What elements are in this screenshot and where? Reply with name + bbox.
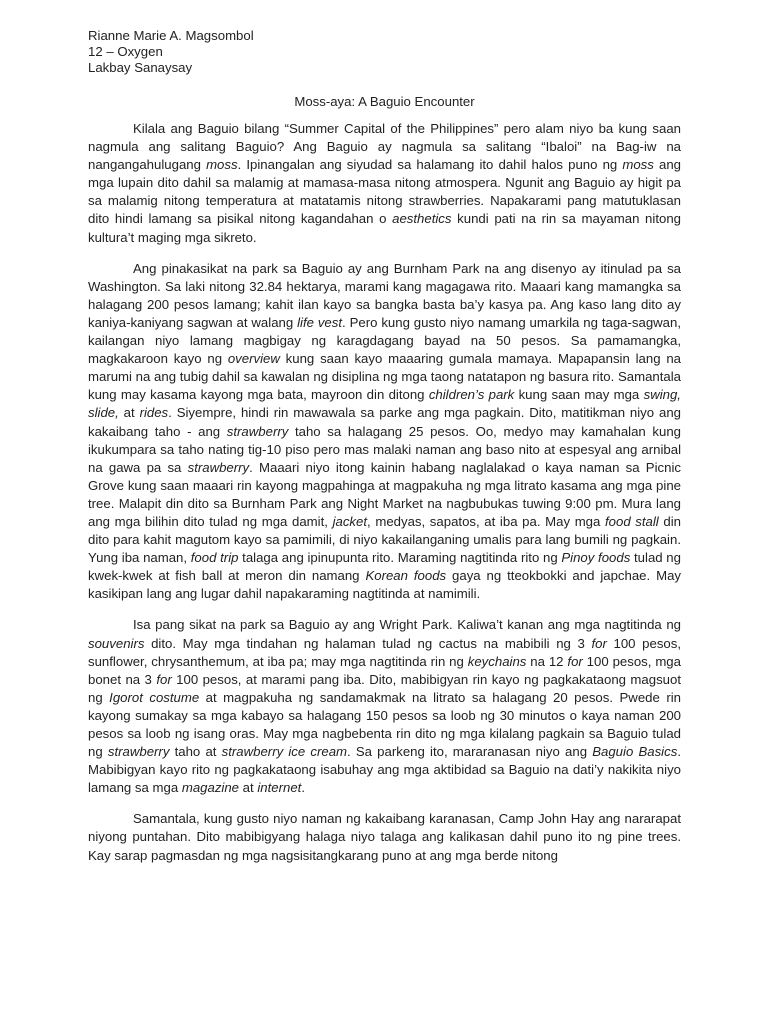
text-run: . Pero kung gusto niyo namang umarkila ng taga-sagwan, kailangan niyo lamang magbigay ng karagdagang bayad na 50 pesos. Sa pamamangka, magkakaroon kayo ng xyxy=(88,314,682,367)
italic-text: aesthetics xyxy=(392,211,452,227)
subject-name: Lakbay Sanaysay xyxy=(88,60,193,75)
italic-text: rides xyxy=(139,405,169,421)
italic-text: strawberry xyxy=(226,423,289,439)
italic-text: magazine xyxy=(181,780,240,796)
italic-text: food stall xyxy=(604,513,659,529)
text-run: ang mga lupain dito dahil sa malamig at mamasa-masa nitong atmospera. Ngunit ang Baguio ay higit pa sa malamig nitong temperatura at matatamis nitong strawberries. Napakarami pang matutuklasan dito hindi lamang sa pisikal nitong kagandahan o xyxy=(88,157,681,227)
italic-text: food trip xyxy=(190,550,239,566)
essay-paragraph xyxy=(88,260,681,604)
essay-body xyxy=(88,120,681,865)
essay-title: Moss-aya: A Baguio Encounter xyxy=(294,94,475,109)
text-run: , medyas, sapatos, at iba pa. May mga xyxy=(367,513,605,529)
text-run: na 12 xyxy=(526,653,568,669)
text-run: Kilala ang Baguio bilang “Summer Capital of the Philippines” pero alam niyo ba kung saan nagmula ang salitang Baguio? Ang Baguio ay nagmula sa salitang “Ibaloi” na Bag-iw na nangangahulugang xyxy=(88,121,681,173)
text-run: . Maaari niyo itong kainin habang naglalakad o kaya naman sa Picnic Grove kung saan maaari rin kayong magpahinga at magpakuha ng mga litrato kasama ang mga pine tree. Malapit din dito sa Burnham Park ang Night Market na nagbubukas tuwing 9:00 pm. Mura lang ang mga bilihin dito tulad ng mga damit, xyxy=(88,459,681,529)
essay-paragraph xyxy=(88,810,681,864)
italic-text: strawberry xyxy=(107,744,170,760)
text-run: at magpakuha ng sandamakmak na litrato sa halagang 20 pesos. Pwede rin kayong sumakay sa mga kabayo sa halagang 150 pesos sa loob ng 30 minutos o kaya naman 200 pesos sa loob ng isang oras. May mga nagbebenta rin dito ng mga kilalang pagkain sa Baguio tulad ng xyxy=(88,689,681,760)
italic-text: for xyxy=(591,635,607,651)
italic-text: children’s park xyxy=(428,387,515,403)
italic-text: moss xyxy=(622,157,654,173)
text-run: . Mabibigyan kayo rito ng pagkakataong isabuhay ang mga aktibidad sa Baguio na dati’y nakikita niyo lamang sa mga xyxy=(88,744,681,796)
italic-text: moss xyxy=(206,157,238,173)
text-run: at xyxy=(239,780,258,796)
document-header xyxy=(88,28,681,76)
text-run: 100 pesos, mga bonet na 3 xyxy=(88,653,681,687)
italic-text: for xyxy=(156,671,172,687)
text-run: kundi pati na rin sa mayaman nitong kultura’t maging mga sikreto. xyxy=(88,211,681,245)
italic-text: Pinoy foods xyxy=(561,550,631,566)
text-run: dito. May mga tindahan ng halaman tulad ng cactus na mabibili ng 3 xyxy=(144,635,592,651)
italic-text: souvenirs xyxy=(88,635,145,651)
class-section: 12 – Oxygen xyxy=(88,44,163,59)
author-name: Rianne Marie A. Magsombol xyxy=(88,28,254,43)
text-run: taho sa halagang 25 pesos. Oo, medyo may kamahalan kung ikukumpara sa taho nating tig-10 piso pero mas malaki naman ang baso nito at espesyal ang arnibal na gawa pa sa xyxy=(88,423,682,475)
italic-text: Korean foods xyxy=(365,568,447,584)
text-run: gaya ng tteokbokki and japchae. May kasikipan lang ang lugar dahil napakaraming nagtitinda at namimili. xyxy=(88,568,682,602)
text-run: . Siyempre, hindi rin mawawala sa parke ang mga pagkain. Dito, matitikman niyo ang kakaibang taho - ang xyxy=(88,405,681,439)
essay-paragraph xyxy=(88,120,681,247)
text-run: . Ipinangalan ang siyudad sa halamang ito dahil halos puno ng xyxy=(237,157,623,173)
italic-text: keychains xyxy=(467,653,527,669)
italic-text: jacket xyxy=(332,513,368,529)
italic-text: for xyxy=(567,653,583,669)
italic-text: internet xyxy=(257,780,302,796)
italic-text: Baguio Basics xyxy=(592,744,678,760)
text-run: kung saan may mga xyxy=(514,387,644,403)
text-run: . Sa parkeng ito, mararanasan niyo ang xyxy=(347,744,593,760)
text-run: kung saan kayo maaaring gumala mamaya. Mapapansin lang na marumi na ang tubig dahil sa kawalan ng disiplina ng mga taong natatapon ng basura rito. Samantala kung may kasama kayong mga bata, mayroon din ditong xyxy=(88,351,682,403)
italic-text: overview xyxy=(227,351,280,367)
italic-text: swing, slide, xyxy=(88,387,681,421)
italic-text: strawberry xyxy=(187,459,250,475)
essay-paragraph xyxy=(88,616,681,797)
text-run: Ang pinakasikat na park sa Baguio ay ang Burnham Park na ang disenyo ay itinulad pa sa Washington. Sa laki nitong 32.84 hektarya, marami kang magagawa rito. Maaari kang mamangka sa halagang 200 pesos lamang; kahit ilan kayo sa bangka basta ba’y kasya pa. Ang kaso lang dito ay kaniya-kaniyang sagwan at walang xyxy=(88,260,681,330)
text-run: tulad ng kwek-kwek at fish ball at meron din namang xyxy=(88,550,681,584)
italic-text: strawberry ice cream xyxy=(221,744,348,760)
text-run: Isa pang sikat na park sa Baguio ay ang Wright Park. Kaliwa’t kanan ang mga nagtitinda ng xyxy=(133,617,681,633)
text-run: din dito para kahit magutom kayo sa pamimili, di niyo kakailanganing umalis para lang bumili ng pagkain. Yung iba naman, xyxy=(88,513,681,566)
text-run: talaga ang ipinupunta rito. Maraming nagtitinda rito ng xyxy=(238,550,562,566)
text-run: . xyxy=(301,780,306,796)
italic-text: Igorot costume xyxy=(109,689,200,705)
italic-text: life vest xyxy=(297,314,343,330)
text-run: taho at xyxy=(169,744,222,760)
text-run: Samantala, kung gusto niyo naman ng kakaibang karanasan, Camp John Hay ang nararapat niyong puntahan. Dito mabibigyang halaga niyo talaga ang kalikasan dahil puno ito ng pine trees. Kay sarap pagmasdan ng mga nagsisitangkarang puno at ang mga berde nitong xyxy=(88,811,681,863)
text-run: 100 pesos, sunflower, chrysanthemum, at iba pa; may mga nagtitinda rin ng xyxy=(88,635,682,669)
text-run: at xyxy=(118,405,140,421)
text-run: 100 pesos, at marami pang iba. Dito, mabibigyan rin kayo ng pagkakataong magsuot ng xyxy=(88,671,681,705)
